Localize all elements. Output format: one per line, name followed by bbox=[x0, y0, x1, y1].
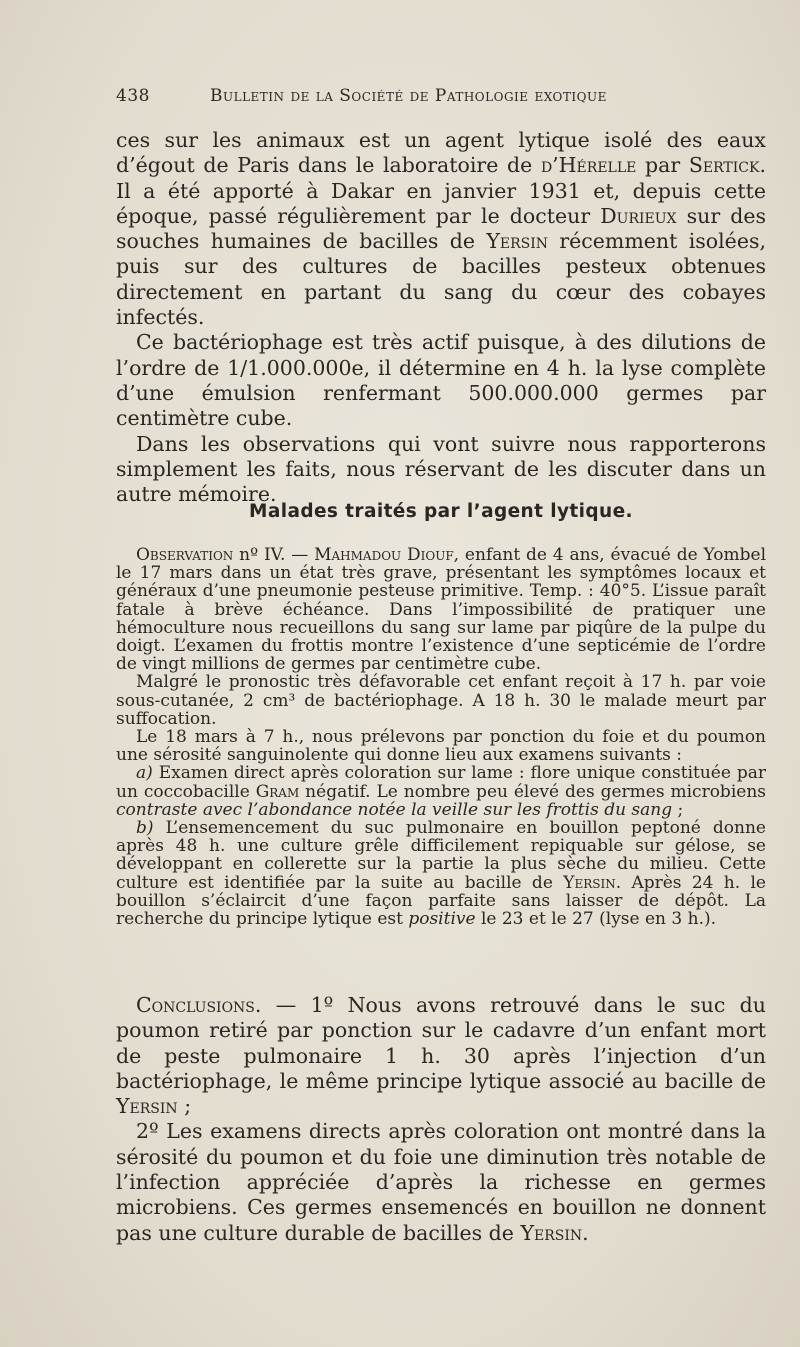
running-title: Bulletin de la Société de Pathologie exotique bbox=[210, 86, 607, 106]
intro-paragraph-3: Dans les observations qui vont suivre nous rapporterons simplement les faits, nous réservant de les discuter dans un autre mémoire. bbox=[116, 431, 766, 507]
conclusion-2: 2º Les examens directs après coloration ont montré dans la sérosité du poumon et du foie une diminution très notable de l’infection appréciée d’après la richesse en germes microbiens. Ces germes ensemencés en bouillon ne donnent pas une culture durable de bacilles de Yersin. bbox=[116, 1119, 766, 1245]
author-name: Sertick bbox=[688, 153, 760, 178]
page-number: 438 bbox=[116, 86, 150, 106]
observation-item-b: b) L’ensemencement du suc pulmonaire en bouillon peptoné donne après 48 h. une culture grêle difficilement repiquable sur gélose, se développant en collerette sur la partie la plus sèche du milieu. Cette culture est identifiée par la suite au bacille de Yersin. Après 24 h. le bouillon s’éclaircit d’une façon parfaite sans laisser de dépôt. La recherche du principe lytique est positive le 23 et le 27 (lyse en 3 h.). bbox=[116, 818, 766, 930]
observation-paragraph-1: Observation nº IV. — Mahmadou Diouf, enfant de 4 ans, évacué de Yombel le 17 mars dans un état très grave, présentant les symptômes locaux et généraux d’une pneumonie pesteuse primitive. Temp. : 40°5. L’issue paraît fatale à brève échéance. Dans l’impossibilité de pratiquer une hémoculture nous recueillons du sang sur lame par piqûre de la pulpe du doigt. L’examen du frottis montre l’existence d’une septicémie de l’ordre de vingt millions de germes par centimètre cube. bbox=[116, 545, 767, 675]
author-name: Yersin bbox=[486, 229, 548, 254]
observation-section bbox=[116, 546, 766, 928]
author-name: d’Hérelle bbox=[540, 153, 637, 178]
observation-paragraph-2: Malgré le pronostic très défavorable cet enfant reçoit à 17 h. par voie sous-cutanée, 2 cm³ de bactériophage. A 18 h. 30 le malade meurt par suffocation. bbox=[116, 672, 766, 729]
conclusions-section bbox=[116, 993, 766, 1246]
observation-paragraph-3: Le 18 mars à 7 h., nous prélevons par ponction du foie et du poumon une sérosité sanguinolente qui donne lieu aux examens suivants : bbox=[116, 727, 766, 766]
intro-paragraph-2: Ce bactériophage est très actif puisque, à des dilutions de l’ordre de 1/1.000.000e, il détermine en 4 h. la lyse complète d’une émulsion renfermant 500.000.000 germes par centimètre cube. bbox=[116, 330, 766, 431]
section-title: Malades traités par l’agent lytique. bbox=[249, 501, 633, 522]
conclusion-1: Conclusions. — 1º Nous avons retrouvé dans le suc du poumon retiré par ponction sur le cadavre d’un enfant mort de peste pulmonaire 1 h. 30 après l’injection d’un bactériophage, le même principe lytique associé au bacille de Yersin ; bbox=[116, 993, 766, 1119]
intro-section bbox=[116, 128, 766, 507]
observation-item-a: a) Examen direct après coloration sur lame : flore unique constituée par un coccobacille Gram négatif. Le nombre peu élevé des germes microbiens contraste avec l’abondance notée la veille sur les frottis du sang ; bbox=[116, 763, 766, 820]
observation-lead: Observation bbox=[136, 545, 234, 565]
patient-name: Mahmadou Diouf bbox=[314, 545, 454, 565]
author-name: Durieux bbox=[600, 203, 677, 228]
running-header bbox=[116, 86, 766, 106]
intro-paragraph-1: ces sur les animaux est un agent lytique isolé des eaux d’égout de Paris dans le laboratoire de d’Hérelle par Sertick. Il a été apporté à Dakar en janvier 1931 et, depuis cette époque, passé régulièrement par le docteur Durieux sur des souches humaines de bacilles de Yersin récemment isolées, puis sur des cultures de bacilles pesteux obtenues directement en partant du sang du cœur des cobayes infectés. bbox=[116, 128, 766, 330]
conclusions-lead: Conclusions bbox=[136, 993, 255, 1017]
